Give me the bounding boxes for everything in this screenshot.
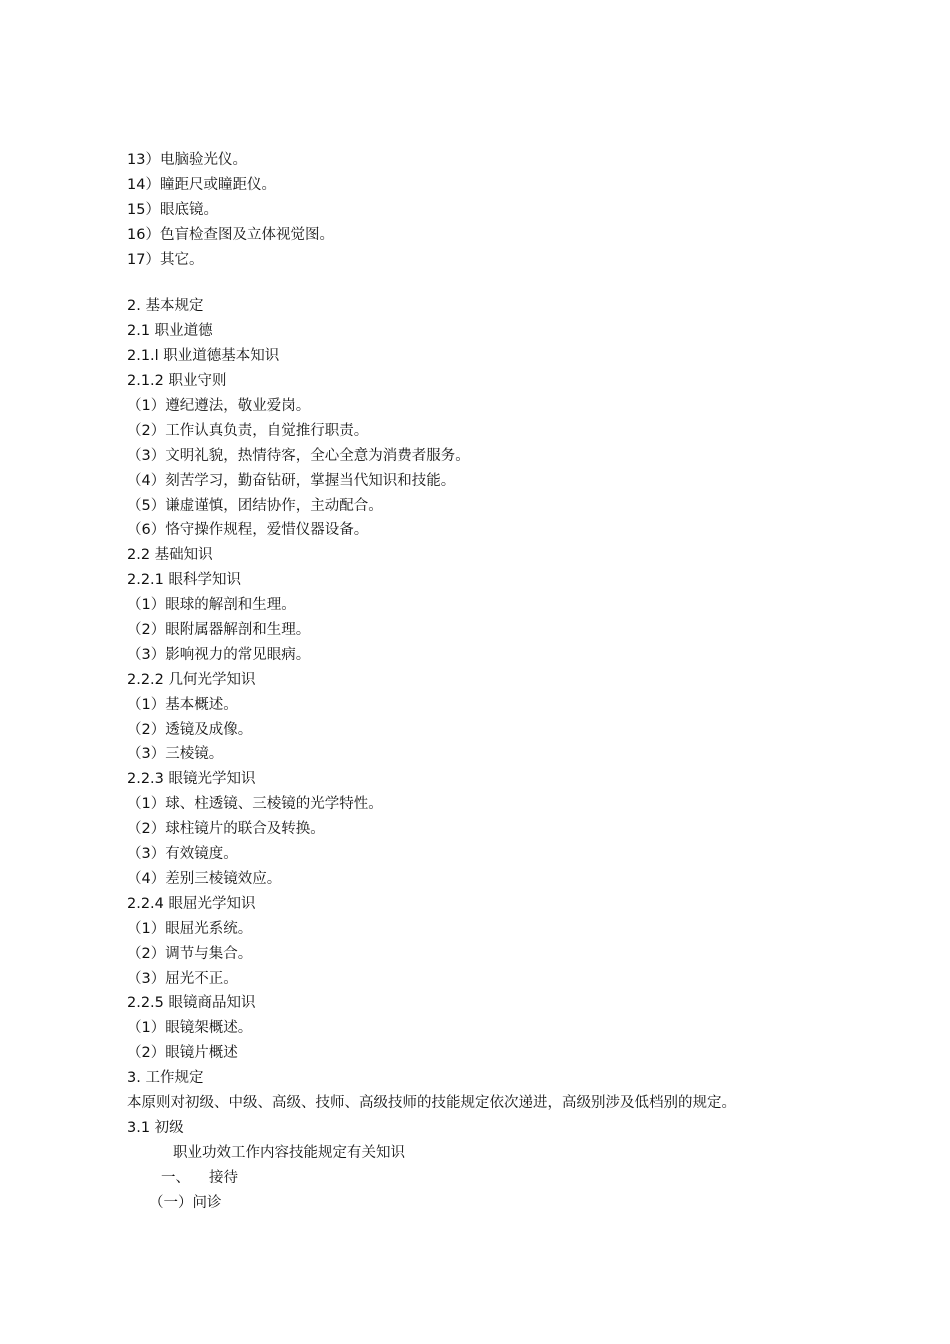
- list-item: 17）其它。: [127, 251, 204, 268]
- list-item: （1）眼屈光系统。: [127, 920, 253, 937]
- subsection-heading: 2.2.1 眼科学知识: [127, 572, 242, 589]
- list-item: （4）差别三棱镜效应。: [127, 870, 282, 887]
- document-body: [127, 148, 907, 1215]
- paragraph: 本原则对初级、中级、高级、技师、高级技师的技能规定依次递进，高级别涉及低档别的规定。: [127, 1094, 736, 1111]
- subsection-heading: 2.1 职业道德: [127, 323, 213, 340]
- list-item: （1）眼球的解剖和生理。: [127, 597, 296, 614]
- list-item: （1）遵纪遵法，敬业爱岗。: [127, 398, 311, 415]
- list-item: （2）工作认真负责，自觉推行职责。: [127, 422, 369, 439]
- subsection-heading: 2.1.l 职业道德基本知识: [127, 348, 280, 365]
- list-item: 16）色盲检查图及立体视觉图。: [127, 226, 334, 243]
- subsection-heading: 2.2 基础知识: [127, 547, 213, 564]
- list-item: （2）透镜及成像。: [127, 721, 253, 738]
- subsection-heading: 2.2.2 几何光学知识: [127, 671, 256, 688]
- list-item: （2）眼附属器解剖和生理。: [127, 622, 311, 639]
- section-heading: 3. 工作规定: [127, 1070, 204, 1087]
- subsection-heading: 2.2.5 眼镜商品知识: [127, 995, 256, 1012]
- list-item: 13）电脑验光仪。: [127, 152, 247, 168]
- section-heading: 2. 基本规定: [127, 298, 204, 315]
- list-item: （6）恪守操作规程，爱惜仪器设备。: [127, 522, 369, 539]
- list-item: （4）刻苦学习，勤奋钻研，掌握当代知识和技能。: [127, 472, 456, 489]
- subsection-heading: 2.2.4 眼屈光学知识: [127, 895, 256, 912]
- list-item: （1）球、柱透镜、三棱镜的光学特性。: [127, 796, 383, 813]
- list-item: （3）有效镜度。: [127, 846, 238, 863]
- list-item: （2）调节与集合。: [127, 945, 253, 962]
- subsection-heading: 2.1.2 职业守则: [127, 373, 227, 390]
- item-text: 接待: [209, 1169, 238, 1186]
- list-item: （2）眼镜片概述: [127, 1045, 238, 1062]
- list-item: （3）三棱镜。: [127, 746, 224, 763]
- list-item: （1）基本概述。: [127, 696, 238, 713]
- sub-item: （一）问诊: [149, 1194, 222, 1211]
- table-header-text: 职业功效工作内容技能规定有关知识: [173, 1144, 405, 1161]
- list-item: 14）瞳距尺或瞳距仪。: [127, 176, 276, 193]
- list-item: 15）眼底镜。: [127, 201, 218, 218]
- subsection-heading: 2.2.3 眼镜光学知识: [127, 771, 256, 788]
- paragraph-gap: [127, 272, 907, 294]
- numbered-item: [127, 1166, 907, 1191]
- list-item: （5）谦虚谨慎，团结协作，主动配合。: [127, 497, 383, 514]
- list-item: （2）球柱镜片的联合及转换。: [127, 821, 325, 838]
- item-number: 一、: [161, 1169, 190, 1186]
- list-item: （3）影响视力的常见眼病。: [127, 646, 311, 663]
- subsection-heading: 3.1 初级: [127, 1119, 184, 1136]
- list-item: （1）眼镜架概述。: [127, 1020, 253, 1037]
- list-item: （3）屈光不正。: [127, 970, 238, 987]
- list-item: （3）文明礼貌，热情待客，全心全意为消费者服务。: [127, 447, 470, 464]
